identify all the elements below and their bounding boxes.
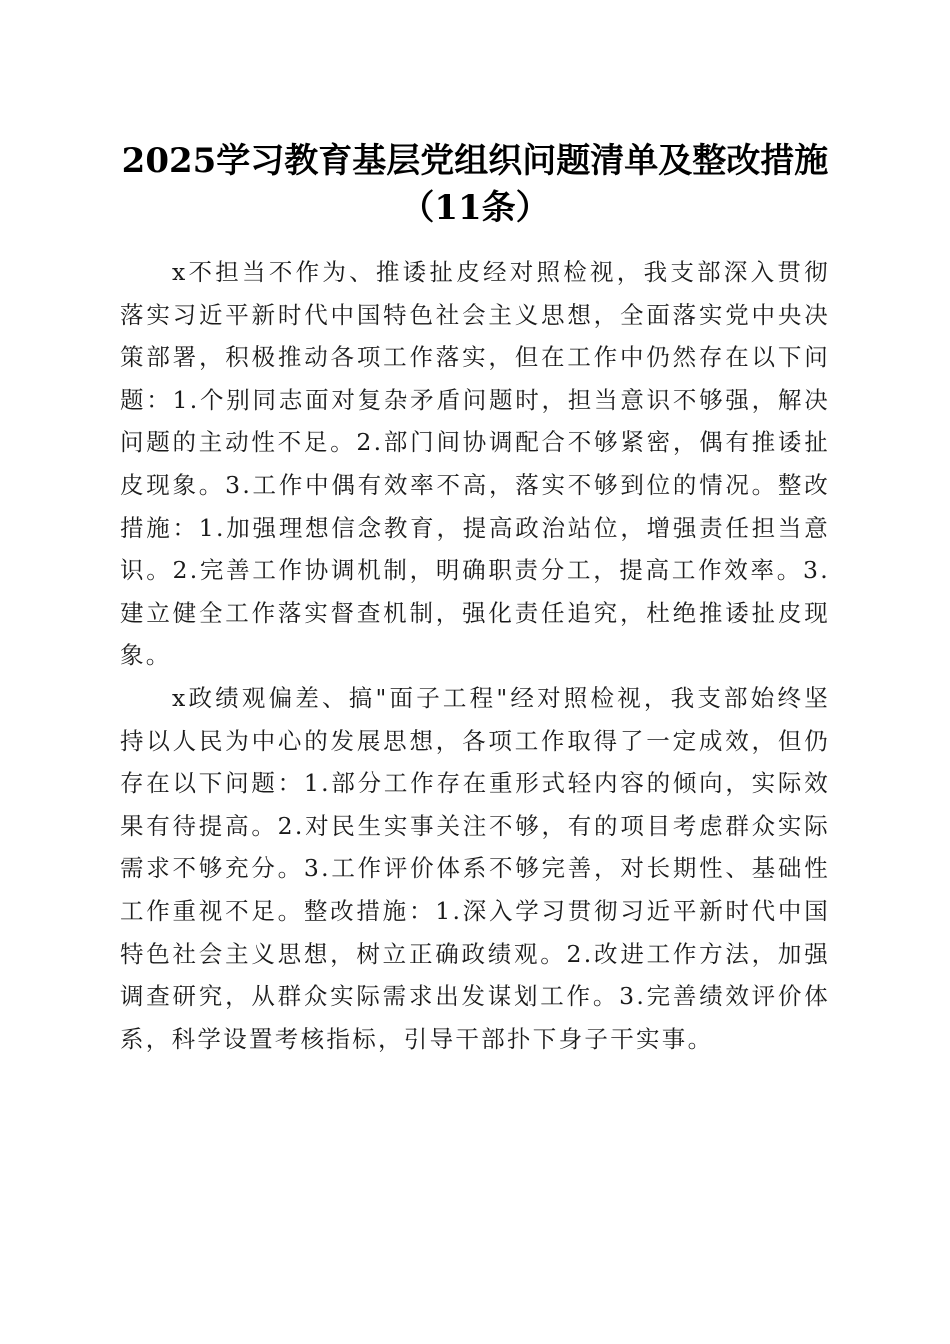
document-body: [120, 251, 830, 1060]
document-title: 2025学习教育基层党组织问题清单及整改措施（11条）: [121, 141, 829, 228]
paragraph-shirking-responsibility: x不担当不作为、推诿扯皮经对照检视，我支部深入贯彻落实习近平新时代中国特色社会主义思想，全面落实党中央决策部署，积极推动各项工作落实，但在工作中仍然存在以下问题：1.个别同志面对复杂矛盾问题时，担当意识不够强，解决问题的主动性不足。2.部门间协调配合不够紧密，偶有推诿扯皮现象。3.工作中偶有效率不高，落实不够到位的情况。整改措施：1.加强理想信念教育，提高政治站位，增强责任担当意识。2.完善工作协调机制，明确职责分工，提高工作效率。3.建立健全工作落实督查机制，强化责任追究，杜绝推诿扯皮现象。: [120, 258, 830, 670]
paragraph-performance-view: x政绩观偏差、搞"面子工程"经对照检视，我支部始终坚持以人民为中心的发展思想，各项工作取得了一定成效，但仍存在以下问题：1.部分工作存在重形式轻内容的倾向，实际效果有待提高。2.对民生实事关注不够，有的项目考虑群众实际需求不够充分。3.工作评价体系不够完善，对长期性、基础性工作重视不足。整改措施：1.深入学习贯彻习近平新时代中国特色社会主义思想，树立正确政绩观。2.改进工作方法，加强调查研究，从群众实际需求出发谋划工作。3.完善绩效评价体系，科学设置考核指标，引导干部扑下身子干实事。: [120, 683, 830, 1053]
